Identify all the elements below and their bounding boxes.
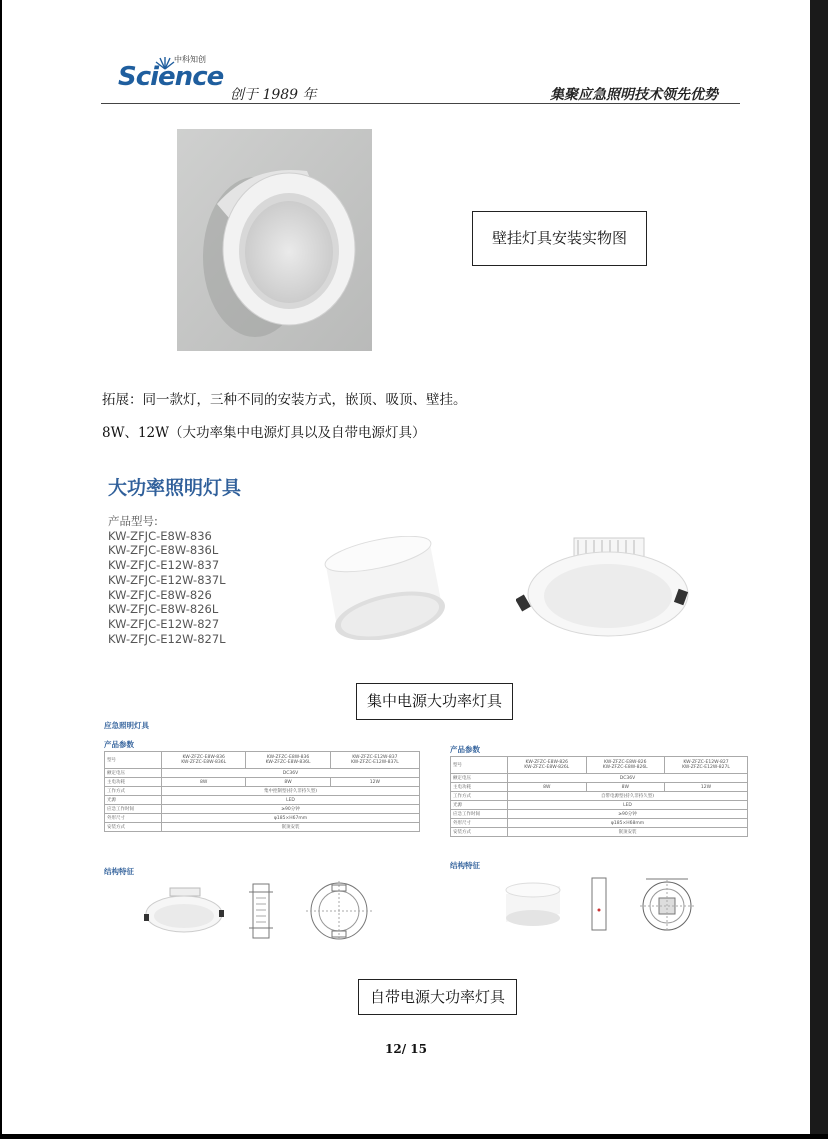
spec-value-cell: ≥90分钟 (162, 805, 420, 814)
logo-wordmark: Science (118, 62, 224, 92)
header-divider (101, 103, 740, 104)
spec-value-cell: LED (162, 796, 420, 805)
spec-row (451, 774, 748, 783)
spec-value-cell: 自带电源型(持久非持久型) (508, 792, 748, 801)
model-item: KW-ZFJC-E12W-837 (108, 558, 220, 573)
wattage-note: 8W、12W（大功率集中电源灯具以及自带电源灯具） (102, 425, 426, 441)
model-item: KW-ZFJC-E12W-827 (108, 616, 220, 631)
model-item: KW-ZFJC-E8W-836 (108, 528, 212, 543)
emergency-section-title: 应急照明灯具 (104, 721, 149, 730)
spec-key-cell: 主电功耗 (451, 783, 508, 792)
company-logo (118, 54, 228, 94)
spec-value-cell: DC36V (508, 774, 748, 783)
right-lamp-thumbnail (502, 880, 564, 930)
model-label: 产品型号: (108, 514, 158, 528)
spec-value-cell: 12W (330, 778, 419, 787)
spec-key-cell: 外形尺寸 (105, 814, 162, 823)
model-item: KW-ZFJC-E8W-836L (108, 543, 219, 558)
spec-header-row (451, 757, 748, 774)
page-edge-bottom (0, 1134, 828, 1139)
spec-header-cell: KW-ZFZC-E8W-836 KW-ZFZC-E8W-836L (162, 752, 246, 769)
spec-row (451, 783, 748, 792)
model-item: KW-ZFJC-E8W-826 (108, 587, 212, 602)
model-list (108, 514, 226, 646)
spec-key-cell: 光源 (105, 796, 162, 805)
spec-row (105, 805, 420, 814)
spec-header-cell: 型号 (105, 752, 162, 769)
wall-lamp-photo (177, 129, 372, 351)
spec-row (105, 823, 420, 832)
spec-value-cell: 8W (246, 778, 330, 787)
spec-key-cell: 应急工作时间 (105, 805, 162, 814)
spec-row (451, 819, 748, 828)
model-item: KW-ZFJC-E12W-827L (108, 631, 226, 646)
spec-value-cell: 嵌顶安装 (162, 823, 420, 832)
founded-year: 创于 1989 年 (230, 87, 317, 103)
spec-key-cell: 额定电压 (451, 774, 508, 783)
spec-key-cell: 安装方式 (451, 828, 508, 837)
left-side-drawing (247, 878, 275, 944)
spec-value-cell: 8W (508, 783, 587, 792)
brochure-title: 大功率照明灯具 (108, 477, 242, 499)
spec-key-cell: 工作方式 (451, 792, 508, 801)
spec-key-cell: 主电功耗 (105, 778, 162, 787)
spec-key-cell: 应急工作时间 (451, 810, 508, 819)
spec-value-cell: 8W (162, 778, 246, 787)
spec-value-cell: 8W (586, 783, 665, 792)
spec-header-cell: KW-ZFZC-E8W-836 KW-ZFZC-E8W-836L (246, 752, 330, 769)
page-edge-shadow (810, 0, 828, 1139)
spec-key-cell: 外形尺寸 (451, 819, 508, 828)
wall-photo-caption: 壁挂灯具安装实物图 (472, 211, 647, 266)
spec-row (105, 769, 420, 778)
surface-mount-lamp-image (318, 536, 448, 640)
spec-header-cell: 型号 (451, 757, 508, 774)
left-lamp-thumbnail (142, 886, 227, 936)
self-power-caption: 自带电源大功率灯具 (358, 979, 517, 1015)
model-item: KW-ZFJC-E12W-837L (108, 572, 226, 587)
spec-row (451, 801, 748, 810)
spec-row (451, 810, 748, 819)
spec-key-cell: 光源 (451, 801, 508, 810)
left-spec-table (104, 751, 420, 832)
spec-row (451, 792, 748, 801)
logo-chinese-name: 中科知创 (174, 55, 206, 64)
right-side-drawing (588, 876, 610, 932)
right-spec-table (450, 756, 748, 837)
spec-header-cell: KW-ZFZC-E8W-826 KW-ZFZC-E8W-826L (586, 757, 665, 774)
right-top-drawing (636, 876, 698, 932)
left-structure-title: 结构特征 (104, 867, 134, 876)
central-power-caption: 集中电源大功率灯具 (356, 683, 513, 720)
spec-value-cell: φ185×H67mm (162, 814, 420, 823)
document-page (2, 0, 810, 1139)
spec-value-cell: DC36V (162, 769, 420, 778)
left-top-drawing (304, 880, 374, 942)
model-item: KW-ZFJC-E8W-826L (108, 602, 219, 617)
spec-row (105, 787, 420, 796)
header-slogan: 集聚应急照明技术领先优势 (550, 87, 718, 103)
extension-note: 拓展：同一款灯，三种不同的安装方式，嵌顶、吸顶、壁挂。 (102, 392, 467, 408)
spec-key-cell: 安装方式 (105, 823, 162, 832)
spec-value-cell: 嵌顶安装 (508, 828, 748, 837)
spec-row (451, 828, 748, 837)
spec-value-cell: ≥90分钟 (508, 810, 748, 819)
spec-value-cell: φ185×H68mm (508, 819, 748, 828)
recessed-panel-lamp-image (516, 534, 691, 654)
spec-row (105, 814, 420, 823)
spec-value-cell: LED (508, 801, 748, 810)
spec-row (105, 796, 420, 805)
page-number: 12/ 15 (385, 1042, 427, 1056)
spec-header-cell: KW-ZFZC-E12W-827 KW-ZFZC-E12W-827L (665, 757, 748, 774)
right-structure-title: 结构特征 (450, 861, 480, 870)
spec-value-cell: 12W (665, 783, 748, 792)
left-params-title: 产品参数 (104, 740, 134, 749)
spec-row (105, 778, 420, 787)
spec-value-cell: 集中控制型(持久非持久型) (162, 787, 420, 796)
spec-key-cell: 工作方式 (105, 787, 162, 796)
spec-header-cell: KW-ZFZC-E8W-826 KW-ZFZC-E8W-826L (508, 757, 587, 774)
spec-key-cell: 额定电压 (105, 769, 162, 778)
right-params-title: 产品参数 (450, 745, 480, 754)
spec-header-cell: KW-ZFZC-E12W-837 KW-ZFZC-E12W-837L (330, 752, 419, 769)
spec-header-row (105, 752, 420, 769)
